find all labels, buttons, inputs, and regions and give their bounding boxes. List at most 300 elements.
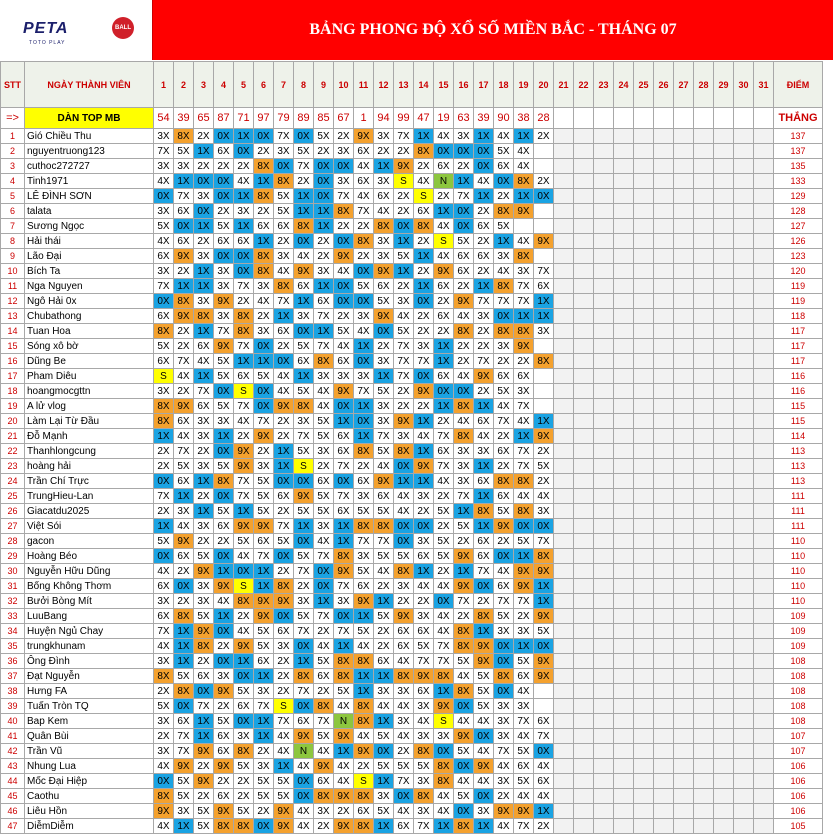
day-cell: 3X bbox=[514, 384, 534, 399]
day-cell-empty bbox=[714, 729, 734, 744]
day-cell: 8X bbox=[354, 519, 374, 534]
day-cell: 2X bbox=[174, 339, 194, 354]
day-cell: 0X bbox=[494, 684, 514, 699]
table-row bbox=[1, 144, 823, 159]
day-cell: 8X bbox=[354, 444, 374, 459]
table-row bbox=[1, 519, 823, 534]
day-cell bbox=[514, 219, 534, 234]
day-cell: 6X bbox=[174, 414, 194, 429]
day-cell: 3X bbox=[394, 684, 414, 699]
day-cell: 4X bbox=[334, 774, 354, 789]
day-cell: 9X bbox=[454, 729, 474, 744]
day-cell: 3X bbox=[474, 804, 494, 819]
day-cell-empty bbox=[634, 399, 654, 414]
day-cell: 3X bbox=[194, 414, 214, 429]
day-cell-empty bbox=[754, 324, 774, 339]
day-cell: 9X bbox=[534, 564, 554, 579]
day-cell-empty bbox=[674, 414, 694, 429]
day-cell-empty bbox=[714, 759, 734, 774]
day-cell-empty bbox=[694, 714, 714, 729]
row-points: 119 bbox=[774, 279, 823, 294]
day-cell-empty bbox=[674, 519, 694, 534]
day-cell-empty bbox=[754, 204, 774, 219]
day-cell: 4X bbox=[394, 804, 414, 819]
member-name: Sương Ngọc bbox=[25, 219, 154, 234]
day-cell: 5X bbox=[374, 759, 394, 774]
day-cell: 5X bbox=[234, 534, 254, 549]
day-cell: 3X bbox=[414, 339, 434, 354]
day-cell: 0X bbox=[454, 219, 474, 234]
day-cell: 7X bbox=[514, 819, 534, 834]
row-points: 120 bbox=[774, 264, 823, 279]
day-cell: 0X bbox=[494, 309, 514, 324]
day-cell: 9X bbox=[214, 759, 234, 774]
day-cell-empty bbox=[674, 789, 694, 804]
day-cell: 2X bbox=[374, 579, 394, 594]
day-cell-empty bbox=[574, 414, 594, 429]
day-cell: 7X bbox=[294, 429, 314, 444]
day-cell-empty bbox=[654, 444, 674, 459]
day-cell: 9X bbox=[294, 729, 314, 744]
member-name: A lử vlog bbox=[25, 399, 154, 414]
day-cell-empty bbox=[754, 789, 774, 804]
day-cell-empty bbox=[594, 819, 614, 834]
day-cell-empty bbox=[574, 699, 594, 714]
day-cell: 9X bbox=[254, 609, 274, 624]
day-cell-empty bbox=[634, 324, 654, 339]
day-cell: 2X bbox=[234, 429, 254, 444]
day-cell-empty bbox=[754, 594, 774, 609]
day-cell: 5X bbox=[314, 414, 334, 429]
day-cell: 9X bbox=[194, 744, 214, 759]
row-points: 106 bbox=[774, 759, 823, 774]
day-cell: 5X bbox=[314, 489, 334, 504]
day-cell: 6X bbox=[214, 519, 234, 534]
top-label: DÀN TOP MB bbox=[25, 108, 154, 129]
day-cell: 0X bbox=[454, 204, 474, 219]
day-cell-empty bbox=[754, 384, 774, 399]
day-cell bbox=[534, 369, 554, 384]
day-cell-empty bbox=[694, 354, 714, 369]
day-cell-empty bbox=[694, 444, 714, 459]
day-cell: 9X bbox=[394, 414, 414, 429]
day-cell-empty bbox=[674, 549, 694, 564]
header-day-26: 26 bbox=[654, 62, 674, 108]
day-cell-empty bbox=[594, 294, 614, 309]
day-cell: 1X bbox=[414, 444, 434, 459]
day-cell: 1X bbox=[334, 534, 354, 549]
day-cell: 9X bbox=[274, 819, 294, 834]
row-points: 116 bbox=[774, 369, 823, 384]
day-cell: 6X bbox=[274, 489, 294, 504]
day-cell-empty bbox=[674, 774, 694, 789]
day-cell: 5X bbox=[514, 654, 534, 669]
member-name: hoàng hải bbox=[25, 459, 154, 474]
day-cell-empty bbox=[614, 384, 634, 399]
day-cell: 8X bbox=[234, 594, 254, 609]
day-cell: 4X bbox=[354, 159, 374, 174]
day-cell: 2X bbox=[274, 504, 294, 519]
day-cell: 0X bbox=[214, 384, 234, 399]
day-cell-empty bbox=[554, 789, 574, 804]
day-cell: 6X bbox=[354, 174, 374, 189]
day-cell: 2X bbox=[374, 639, 394, 654]
day-cell: 8X bbox=[154, 414, 174, 429]
day-cell: 6X bbox=[394, 624, 414, 639]
row-points: 119 bbox=[774, 294, 823, 309]
day-cell-empty bbox=[674, 639, 694, 654]
row-points: 123 bbox=[774, 249, 823, 264]
day-cell: 4X bbox=[514, 789, 534, 804]
row-points: 105 bbox=[774, 819, 823, 834]
day-cell-empty bbox=[754, 309, 774, 324]
day-cell-empty bbox=[714, 639, 734, 654]
day-cell: 0X bbox=[434, 594, 454, 609]
row-stt: 30 bbox=[1, 564, 25, 579]
day-cell-empty bbox=[634, 174, 654, 189]
day-cell-empty bbox=[634, 624, 654, 639]
day-cell: 3X bbox=[494, 339, 514, 354]
day-cell: 2X bbox=[434, 294, 454, 309]
day-cell: 0X bbox=[174, 579, 194, 594]
day-cell: 2X bbox=[274, 669, 294, 684]
day-cell: 4X bbox=[474, 744, 494, 759]
day-cell: 1X bbox=[354, 429, 374, 444]
row-stt: 37 bbox=[1, 669, 25, 684]
day-cell: 3X bbox=[154, 594, 174, 609]
day-cell: 0X bbox=[534, 744, 554, 759]
day-cell: 1X bbox=[474, 819, 494, 834]
day-cell-empty bbox=[594, 249, 614, 264]
day-cell-empty bbox=[734, 264, 754, 279]
day-cell-empty bbox=[674, 804, 694, 819]
day-cell-empty bbox=[734, 729, 754, 744]
day-cell: 7X bbox=[294, 159, 314, 174]
day-cell: 2X bbox=[534, 444, 554, 459]
row-stt: 33 bbox=[1, 609, 25, 624]
day-cell-empty bbox=[694, 534, 714, 549]
day-cell: 2X bbox=[254, 144, 274, 159]
day-cell-empty bbox=[754, 519, 774, 534]
day-cell: 6X bbox=[354, 579, 374, 594]
day-cell: 5X bbox=[154, 219, 174, 234]
day-cell-empty bbox=[634, 339, 654, 354]
day-cell: 5X bbox=[474, 669, 494, 684]
day-cell: 6X bbox=[494, 444, 514, 459]
day-cell: 6X bbox=[414, 624, 434, 639]
day-cell: 2X bbox=[454, 159, 474, 174]
day-cell: 3X bbox=[414, 774, 434, 789]
day-cell-empty bbox=[734, 669, 754, 684]
day-cell: 5X bbox=[194, 549, 214, 564]
logo-subtitle: TOTO PLAY bbox=[29, 40, 66, 46]
day-cell: 4X bbox=[414, 714, 434, 729]
day-cell-empty bbox=[734, 339, 754, 354]
day-cell: 3X bbox=[374, 249, 394, 264]
row-points: 117 bbox=[774, 354, 823, 369]
day-cell: 0X bbox=[214, 444, 234, 459]
day-cell-empty bbox=[674, 444, 694, 459]
day-cell: 2X bbox=[354, 219, 374, 234]
day-cell-empty bbox=[714, 594, 734, 609]
day-cell: 9X bbox=[274, 594, 294, 609]
day-cell: 5X bbox=[374, 294, 394, 309]
day-cell-empty bbox=[634, 534, 654, 549]
day-cell-empty bbox=[694, 459, 714, 474]
row-points: 117 bbox=[774, 339, 823, 354]
day-cell: 4X bbox=[474, 774, 494, 789]
table-row bbox=[1, 444, 823, 459]
day-cell-empty bbox=[714, 444, 734, 459]
day-cell: 7X bbox=[174, 729, 194, 744]
day-cell: 3X bbox=[314, 519, 334, 534]
day-cell: 2X bbox=[394, 204, 414, 219]
day-cell: 9X bbox=[394, 609, 414, 624]
day-cell-empty bbox=[594, 744, 614, 759]
day-cell: N bbox=[294, 744, 314, 759]
day-cell: 4X bbox=[394, 489, 414, 504]
day-cell-empty bbox=[694, 249, 714, 264]
day-cell: 0X bbox=[474, 144, 494, 159]
day-cell: 6X bbox=[474, 474, 494, 489]
day-cell: 2X bbox=[414, 399, 434, 414]
day-cell: 5X bbox=[154, 339, 174, 354]
row-stt: 7 bbox=[1, 219, 25, 234]
row-points: 110 bbox=[774, 579, 823, 594]
day-cell: 4X bbox=[154, 639, 174, 654]
day-cell-empty bbox=[634, 699, 654, 714]
day-cell: 9X bbox=[314, 759, 334, 774]
day-cell-empty bbox=[634, 264, 654, 279]
day-cell-empty bbox=[574, 504, 594, 519]
day-cell-empty bbox=[754, 534, 774, 549]
day-cell: 0X bbox=[194, 174, 214, 189]
member-name: Liêu Hồn bbox=[25, 804, 154, 819]
day-cell: 2X bbox=[254, 744, 274, 759]
day-cell: 3X bbox=[494, 774, 514, 789]
day-cell-empty bbox=[554, 189, 574, 204]
day-cell-empty bbox=[634, 354, 654, 369]
day-cell: 7X bbox=[214, 324, 234, 339]
day-cell: 4X bbox=[434, 129, 454, 144]
day-cell: 5X bbox=[374, 804, 394, 819]
day-cell-empty bbox=[714, 279, 734, 294]
day-cell: 3X bbox=[374, 789, 394, 804]
day-cell-empty bbox=[694, 624, 714, 639]
day-cell: 1X bbox=[374, 369, 394, 384]
day-cell: 4X bbox=[454, 714, 474, 729]
row-points: 108 bbox=[774, 699, 823, 714]
day-cell: 3X bbox=[254, 459, 274, 474]
day-cell: 7X bbox=[394, 339, 414, 354]
day-cell-empty bbox=[674, 249, 694, 264]
day-cell: 0X bbox=[474, 729, 494, 744]
day-cell: 8X bbox=[414, 744, 434, 759]
day-cell: 2X bbox=[254, 204, 274, 219]
day-cell: 5X bbox=[374, 549, 394, 564]
day-cell-empty bbox=[734, 474, 754, 489]
day-cell: 8X bbox=[374, 219, 394, 234]
row-stt: 46 bbox=[1, 804, 25, 819]
header-day-30: 30 bbox=[734, 62, 754, 108]
member-name: Mốc Đại Hiệp bbox=[25, 774, 154, 789]
header-day-25: 25 bbox=[634, 62, 654, 108]
day-cell-empty bbox=[574, 324, 594, 339]
day-cell: 2X bbox=[174, 594, 194, 609]
day-cell-empty bbox=[754, 354, 774, 369]
row-stt: 47 bbox=[1, 819, 25, 834]
member-name: Đạt Nguyễn bbox=[25, 669, 154, 684]
day-cell: 5X bbox=[234, 759, 254, 774]
day-cell: 2X bbox=[214, 774, 234, 789]
day-cell: 0X bbox=[154, 774, 174, 789]
day-cell: 3X bbox=[194, 189, 214, 204]
top-value-27 bbox=[674, 108, 694, 129]
day-cell-empty bbox=[694, 324, 714, 339]
day-cell: 7X bbox=[234, 489, 254, 504]
day-cell: 6X bbox=[194, 669, 214, 684]
day-cell: 3X bbox=[194, 579, 214, 594]
row-points: 110 bbox=[774, 564, 823, 579]
day-cell: 1X bbox=[534, 804, 554, 819]
day-cell-empty bbox=[674, 714, 694, 729]
day-cell-empty bbox=[714, 429, 734, 444]
day-cell: 1X bbox=[174, 174, 194, 189]
day-cell: 2X bbox=[194, 444, 214, 459]
day-cell: S bbox=[274, 699, 294, 714]
day-cell: 2X bbox=[274, 564, 294, 579]
day-cell-empty bbox=[754, 759, 774, 774]
day-cell: 6X bbox=[154, 579, 174, 594]
day-cell-empty bbox=[694, 729, 714, 744]
day-cell-empty bbox=[714, 789, 734, 804]
day-cell: 0X bbox=[474, 789, 494, 804]
day-cell: 7X bbox=[394, 354, 414, 369]
day-cell: 3X bbox=[194, 594, 214, 609]
day-cell: 4X bbox=[514, 234, 534, 249]
day-cell: 8X bbox=[234, 744, 254, 759]
day-cell: 2X bbox=[194, 789, 214, 804]
day-cell: 3X bbox=[394, 294, 414, 309]
day-cell: 2X bbox=[194, 129, 214, 144]
day-cell: 7X bbox=[494, 294, 514, 309]
day-cell: 9X bbox=[194, 564, 214, 579]
day-cell: 8X bbox=[194, 309, 214, 324]
day-cell: 3X bbox=[154, 129, 174, 144]
day-cell-empty bbox=[594, 549, 614, 564]
day-cell: 7X bbox=[174, 354, 194, 369]
day-cell: 0X bbox=[354, 354, 374, 369]
day-cell: 2X bbox=[354, 459, 374, 474]
day-cell: 8X bbox=[194, 639, 214, 654]
day-cell: 2X bbox=[234, 789, 254, 804]
day-cell-empty bbox=[554, 369, 574, 384]
day-cell: 8X bbox=[274, 174, 294, 189]
day-cell: 2X bbox=[394, 189, 414, 204]
day-cell: 0X bbox=[234, 564, 254, 579]
day-cell: 2X bbox=[234, 294, 254, 309]
day-cell-empty bbox=[594, 489, 614, 504]
table-row bbox=[1, 684, 823, 699]
day-cell: 5X bbox=[194, 819, 214, 834]
day-cell: 3X bbox=[254, 684, 274, 699]
day-cell-empty bbox=[694, 789, 714, 804]
day-cell-empty bbox=[654, 294, 674, 309]
day-cell: 2X bbox=[214, 204, 234, 219]
day-cell: 7X bbox=[254, 414, 274, 429]
day-cell bbox=[534, 384, 554, 399]
member-name: Tuấn Tròn TQ bbox=[25, 699, 154, 714]
row-points: 110 bbox=[774, 534, 823, 549]
day-cell-empty bbox=[554, 414, 574, 429]
member-name: Nga Nguyen bbox=[25, 279, 154, 294]
day-cell: 2X bbox=[414, 504, 434, 519]
table-row bbox=[1, 264, 823, 279]
member-name: Nhung Lua bbox=[25, 759, 154, 774]
day-cell-empty bbox=[694, 579, 714, 594]
day-cell: 2X bbox=[314, 624, 334, 639]
day-cell-empty bbox=[714, 189, 734, 204]
day-cell: 6X bbox=[294, 354, 314, 369]
day-cell-empty bbox=[554, 729, 574, 744]
day-cell: 2X bbox=[374, 339, 394, 354]
day-cell: 4X bbox=[434, 249, 454, 264]
day-cell: 8X bbox=[514, 174, 534, 189]
day-cell: 3X bbox=[354, 369, 374, 384]
day-cell: 7X bbox=[154, 624, 174, 639]
day-cell: 5X bbox=[334, 684, 354, 699]
day-cell: 4X bbox=[434, 804, 454, 819]
day-cell: 9X bbox=[374, 474, 394, 489]
day-cell-empty bbox=[554, 354, 574, 369]
row-stt: 15 bbox=[1, 339, 25, 354]
row-stt: 43 bbox=[1, 759, 25, 774]
day-cell: 4X bbox=[434, 609, 454, 624]
day-cell bbox=[534, 399, 554, 414]
day-cell: 2X bbox=[494, 789, 514, 804]
day-cell: 0X bbox=[294, 639, 314, 654]
day-cell: 0X bbox=[334, 159, 354, 174]
day-cell: 4X bbox=[294, 804, 314, 819]
day-cell: 2X bbox=[194, 234, 214, 249]
day-cell-empty bbox=[614, 399, 634, 414]
day-cell: 2X bbox=[474, 264, 494, 279]
day-cell: 2X bbox=[214, 699, 234, 714]
day-cell: 0X bbox=[274, 354, 294, 369]
day-cell: 6X bbox=[254, 654, 274, 669]
day-cell: 3X bbox=[494, 624, 514, 639]
day-cell: 0X bbox=[274, 609, 294, 624]
table-row bbox=[1, 429, 823, 444]
day-cell-empty bbox=[574, 294, 594, 309]
member-name: TrungHieu-Lan bbox=[25, 489, 154, 504]
top-value-16: 63 bbox=[454, 108, 474, 129]
row-points: 111 bbox=[774, 489, 823, 504]
header-day-3: 3 bbox=[194, 62, 214, 108]
day-cell: 7X bbox=[274, 519, 294, 534]
day-cell-empty bbox=[574, 444, 594, 459]
day-cell: 1X bbox=[394, 234, 414, 249]
day-cell: 6X bbox=[314, 474, 334, 489]
day-cell: 0X bbox=[214, 249, 234, 264]
row-points: 110 bbox=[774, 594, 823, 609]
header-day-15: 15 bbox=[434, 62, 454, 108]
day-cell: 5X bbox=[374, 609, 394, 624]
day-cell: 0X bbox=[234, 264, 254, 279]
day-cell: 5X bbox=[294, 609, 314, 624]
day-cell-empty bbox=[694, 564, 714, 579]
table-row bbox=[1, 714, 823, 729]
